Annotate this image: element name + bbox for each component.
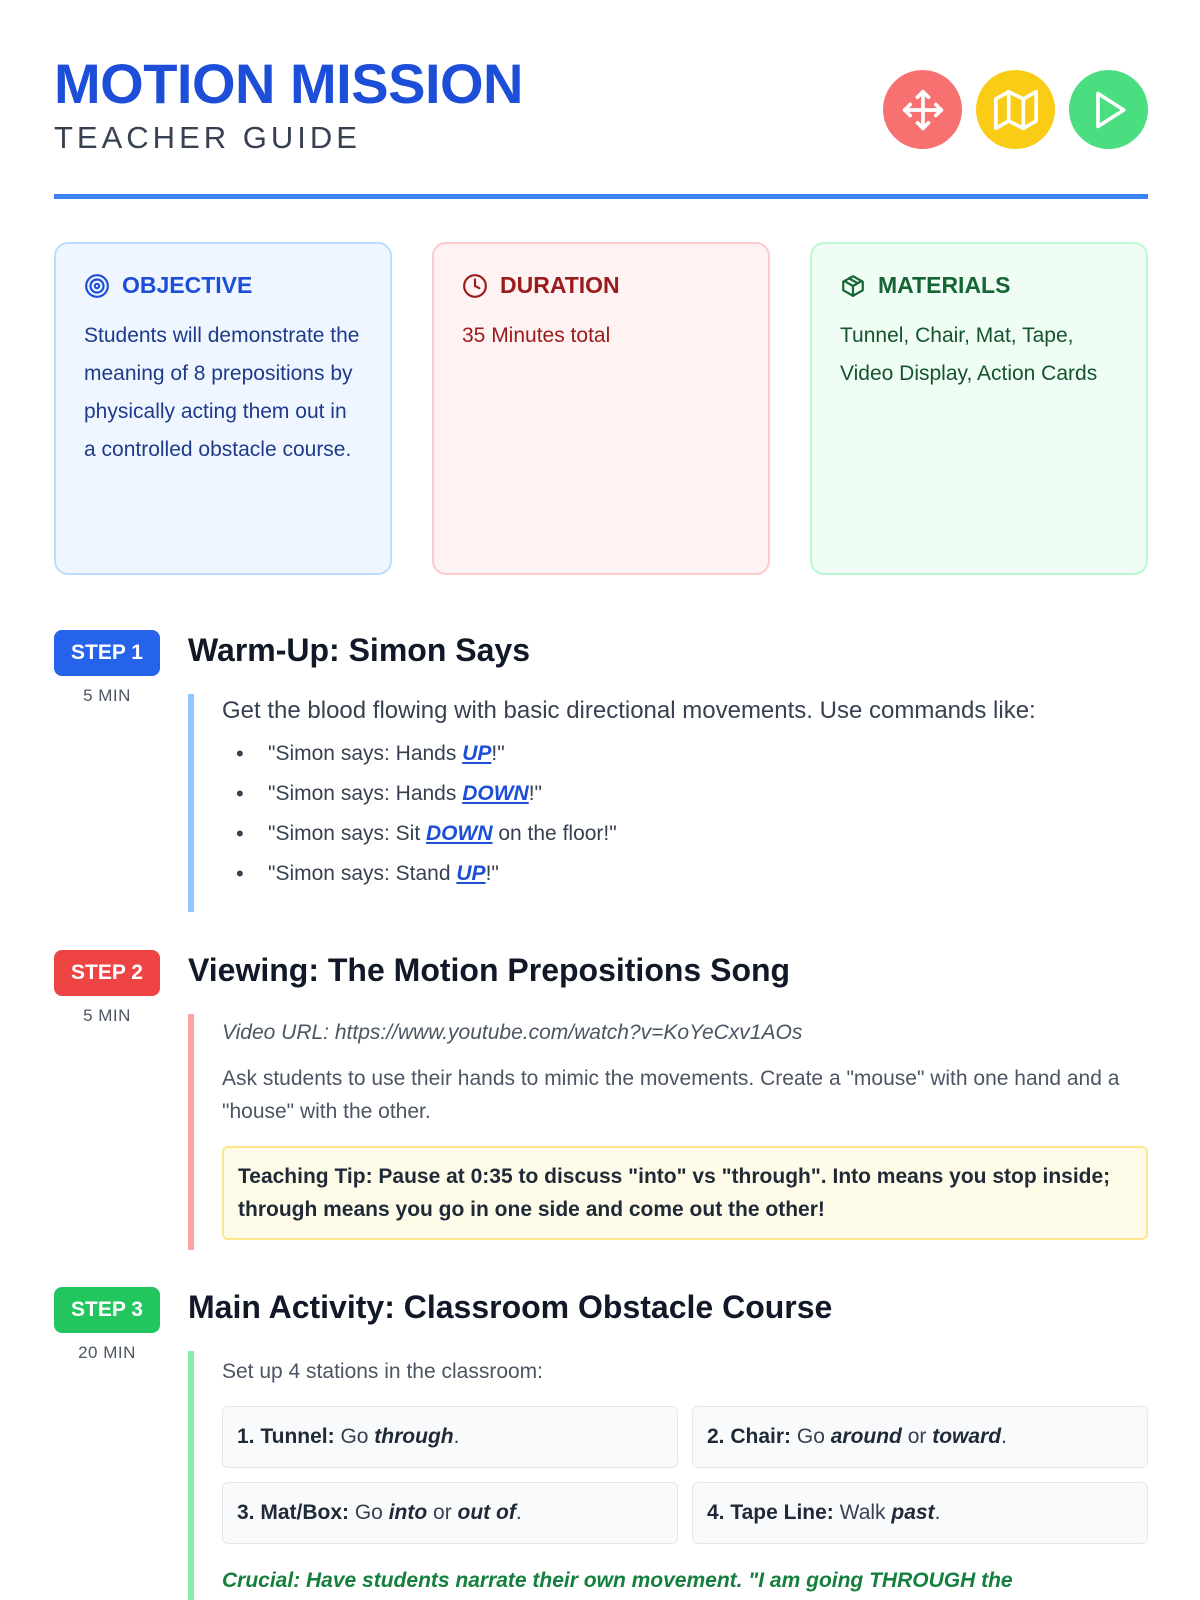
page-title: MOTION MISSION bbox=[54, 52, 523, 115]
station-grid bbox=[222, 1406, 1148, 1544]
duration-title: DURATION bbox=[500, 272, 620, 298]
list-item: • "Simon says: Hands DOWN!" bbox=[222, 774, 1148, 814]
list-item: • "Simon says: Stand UP!" bbox=[222, 854, 1148, 894]
preposition-keyword: UP bbox=[456, 862, 486, 885]
objective-title: OBJECTIVE bbox=[122, 272, 253, 298]
command-list bbox=[222, 734, 1148, 894]
step-body bbox=[188, 694, 1148, 912]
preposition-keyword: DOWN bbox=[462, 782, 529, 805]
step-body bbox=[188, 1351, 1148, 1600]
station-card: 4. Tape Line: Walk past . bbox=[692, 1482, 1148, 1544]
step-title: Viewing: The Motion Prepositions Song bbox=[188, 952, 791, 988]
step-duration: 5 MIN bbox=[83, 1006, 131, 1025]
move-icon bbox=[883, 70, 962, 149]
step-badge: STEP 3 bbox=[54, 1287, 160, 1333]
preposition-keyword: DOWN bbox=[426, 822, 493, 845]
materials-title: MATERIALS bbox=[878, 272, 1011, 298]
page-subtitle: TEACHER GUIDE bbox=[54, 120, 361, 155]
crucial-note: Crucial: Have students narrate their own movement. "I am going THROUGH the bbox=[222, 1569, 1013, 1592]
target-icon bbox=[84, 273, 110, 299]
teaching-tip: Teaching Tip: Pause at 0:35 to discuss "into" vs "through". Into means you stop inside; through means you go in one side and come out the other! bbox=[222, 1146, 1148, 1240]
map-icon bbox=[976, 70, 1055, 149]
guide-header bbox=[54, 52, 1148, 202]
station-card: 3. Mat/Box: Go into or out of . bbox=[222, 1482, 678, 1544]
list-item: • "Simon says: Sit DOWN on the floor!" bbox=[222, 814, 1148, 854]
objective-card bbox=[54, 242, 392, 575]
objective-text: Students will demonstrate the meaning of 8 prepositions by physically acting them out in a controlled obstacle course. bbox=[84, 324, 360, 461]
step-body bbox=[188, 1014, 1148, 1250]
step-badge: STEP 1 bbox=[54, 630, 160, 676]
step-duration: 5 MIN bbox=[83, 686, 131, 705]
duration-text: 35 Minutes total bbox=[462, 324, 611, 347]
duration-card bbox=[432, 242, 770, 575]
video-url: Video URL: https://www.youtube.com/watch?v=KoYeCxv1AOs bbox=[222, 1021, 803, 1044]
step-lead: Get the blood flowing with basic directional movements. Use commands like: bbox=[222, 697, 1036, 724]
step-title: Warm-Up: Simon Says bbox=[188, 632, 530, 668]
step-badge: STEP 2 bbox=[54, 950, 160, 996]
step-title: Main Activity: Classroom Obstacle Course bbox=[188, 1289, 833, 1325]
header-divider bbox=[54, 194, 1148, 199]
step-instructions: Ask students to use their hands to mimic the movements. Create a "mouse" with one hand and a "house" with the other. bbox=[222, 1067, 1120, 1123]
box-icon bbox=[840, 273, 866, 299]
clock-icon bbox=[462, 273, 488, 299]
materials-text: Tunnel, Chair, Mat, Tape, Video Display, Action Cards bbox=[840, 324, 1098, 385]
list-item: • "Simon says: Hands UP!" bbox=[222, 734, 1148, 774]
play-icon bbox=[1069, 70, 1148, 149]
preposition-keyword: UP bbox=[462, 742, 492, 765]
station-card: 2. Chair: Go around or toward . bbox=[692, 1406, 1148, 1468]
header-icons bbox=[883, 70, 1148, 149]
step-duration: 20 MIN bbox=[78, 1343, 136, 1362]
materials-card bbox=[810, 242, 1148, 575]
station-card: 1. Tunnel: Go through . bbox=[222, 1406, 678, 1468]
info-cards bbox=[54, 242, 1148, 575]
step-lead: Set up 4 stations in the classroom: bbox=[222, 1360, 543, 1383]
